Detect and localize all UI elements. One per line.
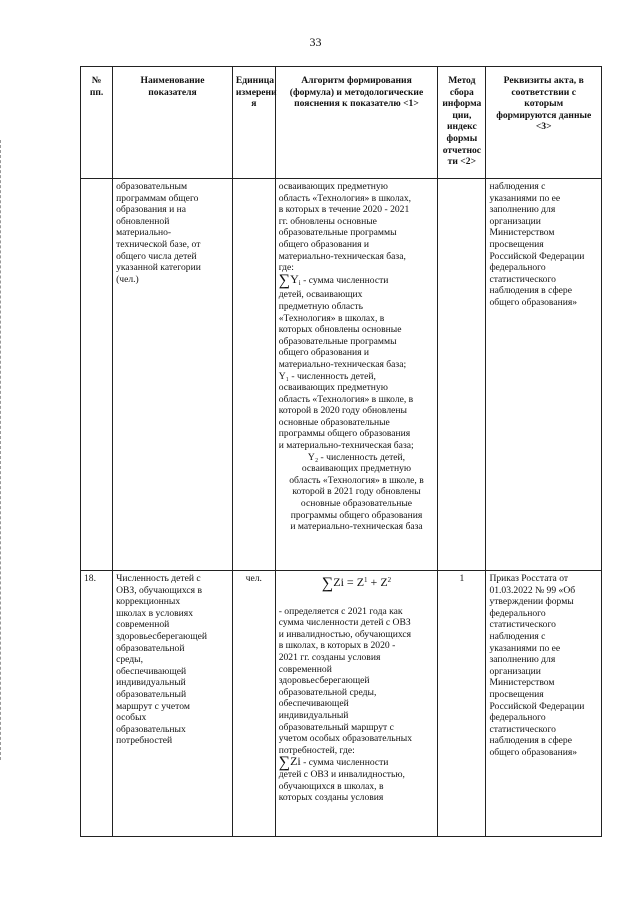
text-line: (чел.) bbox=[116, 273, 139, 285]
text-line: Единица bbox=[235, 75, 275, 86]
text-line: Y₁ - численность детей, bbox=[278, 370, 376, 382]
text-line: программам общего bbox=[116, 192, 199, 204]
text-line: которой в 2020 году обновлены bbox=[278, 405, 407, 417]
header-number bbox=[81, 67, 113, 179]
text-line: статистического bbox=[489, 723, 556, 735]
text-line: указанной категории bbox=[116, 262, 201, 274]
cell-unit: чел. bbox=[232, 571, 275, 837]
text-line: общего образования» bbox=[489, 296, 578, 308]
text-line: Российской Федерации bbox=[489, 250, 585, 262]
algorithm-text-centered bbox=[279, 452, 435, 533]
text-line: общего образования» bbox=[489, 746, 578, 758]
text-line: соответствии с bbox=[511, 86, 576, 98]
text-line: 2021 гг. созданы условия bbox=[278, 651, 381, 663]
text-line: программы общего образования bbox=[290, 509, 423, 521]
text-line: образовательный bbox=[116, 688, 187, 700]
text-line: потребностей, где: bbox=[278, 744, 355, 756]
sigma-subscript: i bbox=[298, 278, 301, 287]
text-line: общего образования и bbox=[278, 238, 370, 250]
sigma-description: - сумма численности bbox=[300, 757, 389, 769]
text-line: Российской Федерации bbox=[489, 700, 585, 712]
text-line: здоровьесберегающей bbox=[278, 675, 370, 687]
text-line: просвещения bbox=[489, 238, 544, 250]
text-line: осваивающих предметную bbox=[278, 181, 388, 192]
sum-y-formula bbox=[278, 271, 435, 290]
text-line: ции, bbox=[452, 109, 472, 121]
text-line: общего числа детей bbox=[116, 250, 197, 262]
text-line: индивидуальный bbox=[278, 709, 349, 721]
text-line: показателя bbox=[148, 86, 197, 98]
text-line: современной bbox=[116, 619, 170, 631]
text-line: осваивающих предметную bbox=[278, 382, 388, 394]
text-line: пояснения к показателю <1> bbox=[294, 98, 419, 110]
cell-number: 18. bbox=[81, 571, 113, 837]
text-line: образовательной bbox=[116, 642, 185, 654]
table-row bbox=[81, 179, 602, 571]
text-line: Y₂ - численность детей, bbox=[307, 451, 406, 463]
text-line: пп. bbox=[89, 86, 104, 98]
text-line: заполнению для bbox=[489, 654, 556, 666]
text-line: основные образовательные bbox=[300, 498, 413, 510]
text-line: указаниями по ее bbox=[489, 192, 561, 204]
table-header-row bbox=[81, 67, 602, 179]
header-unit bbox=[232, 67, 275, 179]
text-line: материально-техническая база, bbox=[278, 250, 406, 262]
text-line: 01.03.2022 № 99 «Об bbox=[489, 584, 576, 596]
indicator-table bbox=[80, 66, 602, 837]
sum-zi-formula bbox=[278, 754, 435, 772]
text-line: наблюдения в сфере bbox=[489, 285, 572, 297]
formula-z2: Z bbox=[380, 575, 388, 589]
text-line: организации bbox=[489, 215, 541, 227]
text-line: гг. обновлены основные bbox=[278, 215, 377, 227]
text-line: маршрут с учетом bbox=[116, 700, 190, 712]
text-line: среды, bbox=[116, 654, 144, 666]
text-line: современной bbox=[278, 663, 332, 675]
cell-algorithm bbox=[275, 571, 438, 837]
text-line: обеспечивающей bbox=[116, 665, 187, 677]
text-line: наблюдения с bbox=[489, 181, 546, 192]
cell-act-details bbox=[486, 179, 602, 571]
text-line: Приказ Росстата от bbox=[489, 573, 569, 584]
text-line: образования и на bbox=[116, 204, 187, 216]
text-line: формы bbox=[446, 132, 478, 144]
text-line: № bbox=[91, 75, 102, 86]
text-line: индекс bbox=[447, 121, 477, 133]
sigma-symbol: ∑ bbox=[278, 754, 291, 772]
text-line: Метод bbox=[448, 75, 476, 86]
text-line: образовательный маршрут с bbox=[278, 721, 394, 733]
text-line: федерального bbox=[489, 262, 546, 274]
text-line: и материально-техническая база; bbox=[278, 440, 414, 452]
algorithm-text bbox=[279, 606, 435, 757]
formula-z2-sup: 2 bbox=[387, 576, 392, 584]
text-line: осваивающих предметную bbox=[301, 463, 412, 475]
text-line: программы общего образования bbox=[278, 428, 411, 440]
text-line: Численность детей с bbox=[116, 573, 201, 584]
formula-plus: + bbox=[367, 575, 381, 589]
scan-margin-marks bbox=[0, 140, 4, 760]
text-line: ти <2> bbox=[447, 156, 477, 168]
text-line: сбора bbox=[449, 86, 474, 98]
text-line: область «Технология» в школе, в bbox=[278, 393, 414, 405]
text-line: статистического bbox=[489, 273, 556, 285]
text-line: основные образовательные bbox=[278, 416, 390, 428]
text-line: особых bbox=[116, 712, 147, 724]
algorithm-text-after bbox=[279, 769, 435, 804]
text-line: и инвалидностью, обучающихся bbox=[278, 628, 412, 640]
text-line: которых обновлены основные bbox=[278, 324, 402, 336]
text-line: федерального bbox=[489, 712, 546, 724]
text-line: детей, осваивающих bbox=[278, 289, 363, 301]
text-line: образовательные программы bbox=[278, 227, 397, 239]
text-line: <3> bbox=[535, 121, 552, 133]
header-algorithm bbox=[275, 67, 438, 179]
sum-z-formula bbox=[279, 575, 435, 590]
text-line: материально- bbox=[116, 227, 172, 239]
text-line: область «Технология» в школах, bbox=[278, 192, 412, 204]
cell-collection-method: 1 bbox=[438, 571, 486, 837]
text-line: формируются данные bbox=[496, 109, 592, 121]
text-line: технической базе, от bbox=[116, 238, 201, 250]
text-line: наблюдения с bbox=[489, 630, 546, 642]
text-line: наблюдения в сфере bbox=[489, 735, 572, 747]
text-line: обучающихся в школах, в bbox=[278, 780, 384, 792]
formula-z1: Z bbox=[356, 575, 365, 589]
text-line: указаниями по ее bbox=[489, 642, 561, 654]
text-line: я bbox=[251, 98, 257, 110]
text-line: индивидуальный bbox=[116, 677, 186, 689]
text-line: просвещения bbox=[489, 688, 544, 700]
sigma-variable: Zi bbox=[290, 754, 301, 769]
sigma-symbol: ∑ bbox=[278, 271, 291, 289]
header-act-details bbox=[486, 67, 602, 179]
table-row bbox=[81, 571, 602, 837]
text-line: ОВЗ, обучающихся в bbox=[116, 584, 203, 596]
sigma-symbol: ∑ bbox=[321, 575, 334, 592]
text-line: материально-техническая база; bbox=[278, 358, 407, 370]
text-line: обеспечивающей bbox=[278, 698, 349, 710]
text-line: федерального bbox=[489, 607, 546, 619]
text-line: общего образования и bbox=[278, 347, 370, 359]
text-line: Наименование bbox=[140, 75, 205, 86]
formula-lhs: Zi bbox=[333, 575, 344, 589]
text-line: Министерством bbox=[489, 227, 555, 239]
cell-indicator-name bbox=[113, 571, 233, 837]
text-line: область «Технология» в школе, в bbox=[289, 474, 424, 486]
sigma-description: - сумма численности bbox=[300, 274, 389, 286]
text-line: обновленной bbox=[116, 215, 170, 227]
cell-unit bbox=[232, 179, 275, 571]
text-line: «Технология» в школах, в bbox=[278, 312, 385, 324]
text-line: которой в 2021 году обновлены bbox=[292, 486, 421, 498]
text-line: предметную область bbox=[278, 300, 363, 312]
text-line: образовательные программы bbox=[278, 335, 397, 347]
text-line: потребностей bbox=[116, 735, 173, 747]
text-line: Реквизиты акта, в bbox=[503, 75, 584, 86]
text-line: школах в условиях bbox=[116, 607, 194, 619]
text-line: отчетнос bbox=[442, 144, 482, 156]
text-line: которым bbox=[524, 98, 564, 110]
sigma-variable: Y bbox=[290, 271, 299, 286]
text-line: которых созданы условия bbox=[278, 792, 384, 804]
cell-algorithm bbox=[275, 179, 438, 571]
text-line: измерени bbox=[235, 86, 277, 98]
text-line: утверждении формы bbox=[489, 596, 574, 608]
cell-indicator-name bbox=[113, 179, 233, 571]
text-line: (формула) и методологические bbox=[289, 86, 424, 98]
page-number: 33 bbox=[309, 35, 322, 49]
text-line: в школах, в которых в 2020 - bbox=[278, 640, 396, 652]
text-line: учетом особых образовательных bbox=[278, 733, 412, 745]
text-line: статистического bbox=[489, 619, 556, 631]
algorithm-text-before bbox=[279, 181, 435, 274]
text-line: в которых в течение 2020 - 2021 bbox=[278, 204, 410, 216]
text-line: здоровьесберегающей bbox=[116, 630, 207, 642]
text-line: сумма численности детей с ОВЗ bbox=[278, 617, 411, 629]
formula-equals: = bbox=[343, 575, 357, 589]
text-line: информа bbox=[442, 98, 482, 110]
cell-act-details bbox=[486, 571, 602, 837]
text-line: организации bbox=[489, 665, 541, 677]
text-line: образовательной среды, bbox=[278, 686, 377, 698]
text-line: Министерством bbox=[489, 677, 555, 689]
text-line: детей с ОВЗ и инвалидностью, bbox=[278, 768, 405, 780]
text-line: заполнению для bbox=[489, 204, 556, 216]
text-line: Алгоритм формирования bbox=[301, 75, 412, 86]
cell-number bbox=[81, 179, 113, 571]
text-line: образовательных bbox=[116, 723, 186, 735]
text-line: и материально-техническая база bbox=[290, 521, 423, 533]
header-indicator-name bbox=[113, 67, 233, 179]
text-line: где: bbox=[278, 262, 294, 274]
formula-z1-sup: 1 bbox=[364, 576, 368, 584]
cell-collection-method bbox=[438, 179, 486, 571]
header-collection-method bbox=[438, 67, 486, 179]
text-line: коррекционных bbox=[116, 596, 181, 608]
text-line: - определяется с 2021 года как bbox=[278, 605, 403, 617]
algorithm-text-after bbox=[279, 289, 435, 451]
text-line: образовательным bbox=[116, 181, 188, 192]
